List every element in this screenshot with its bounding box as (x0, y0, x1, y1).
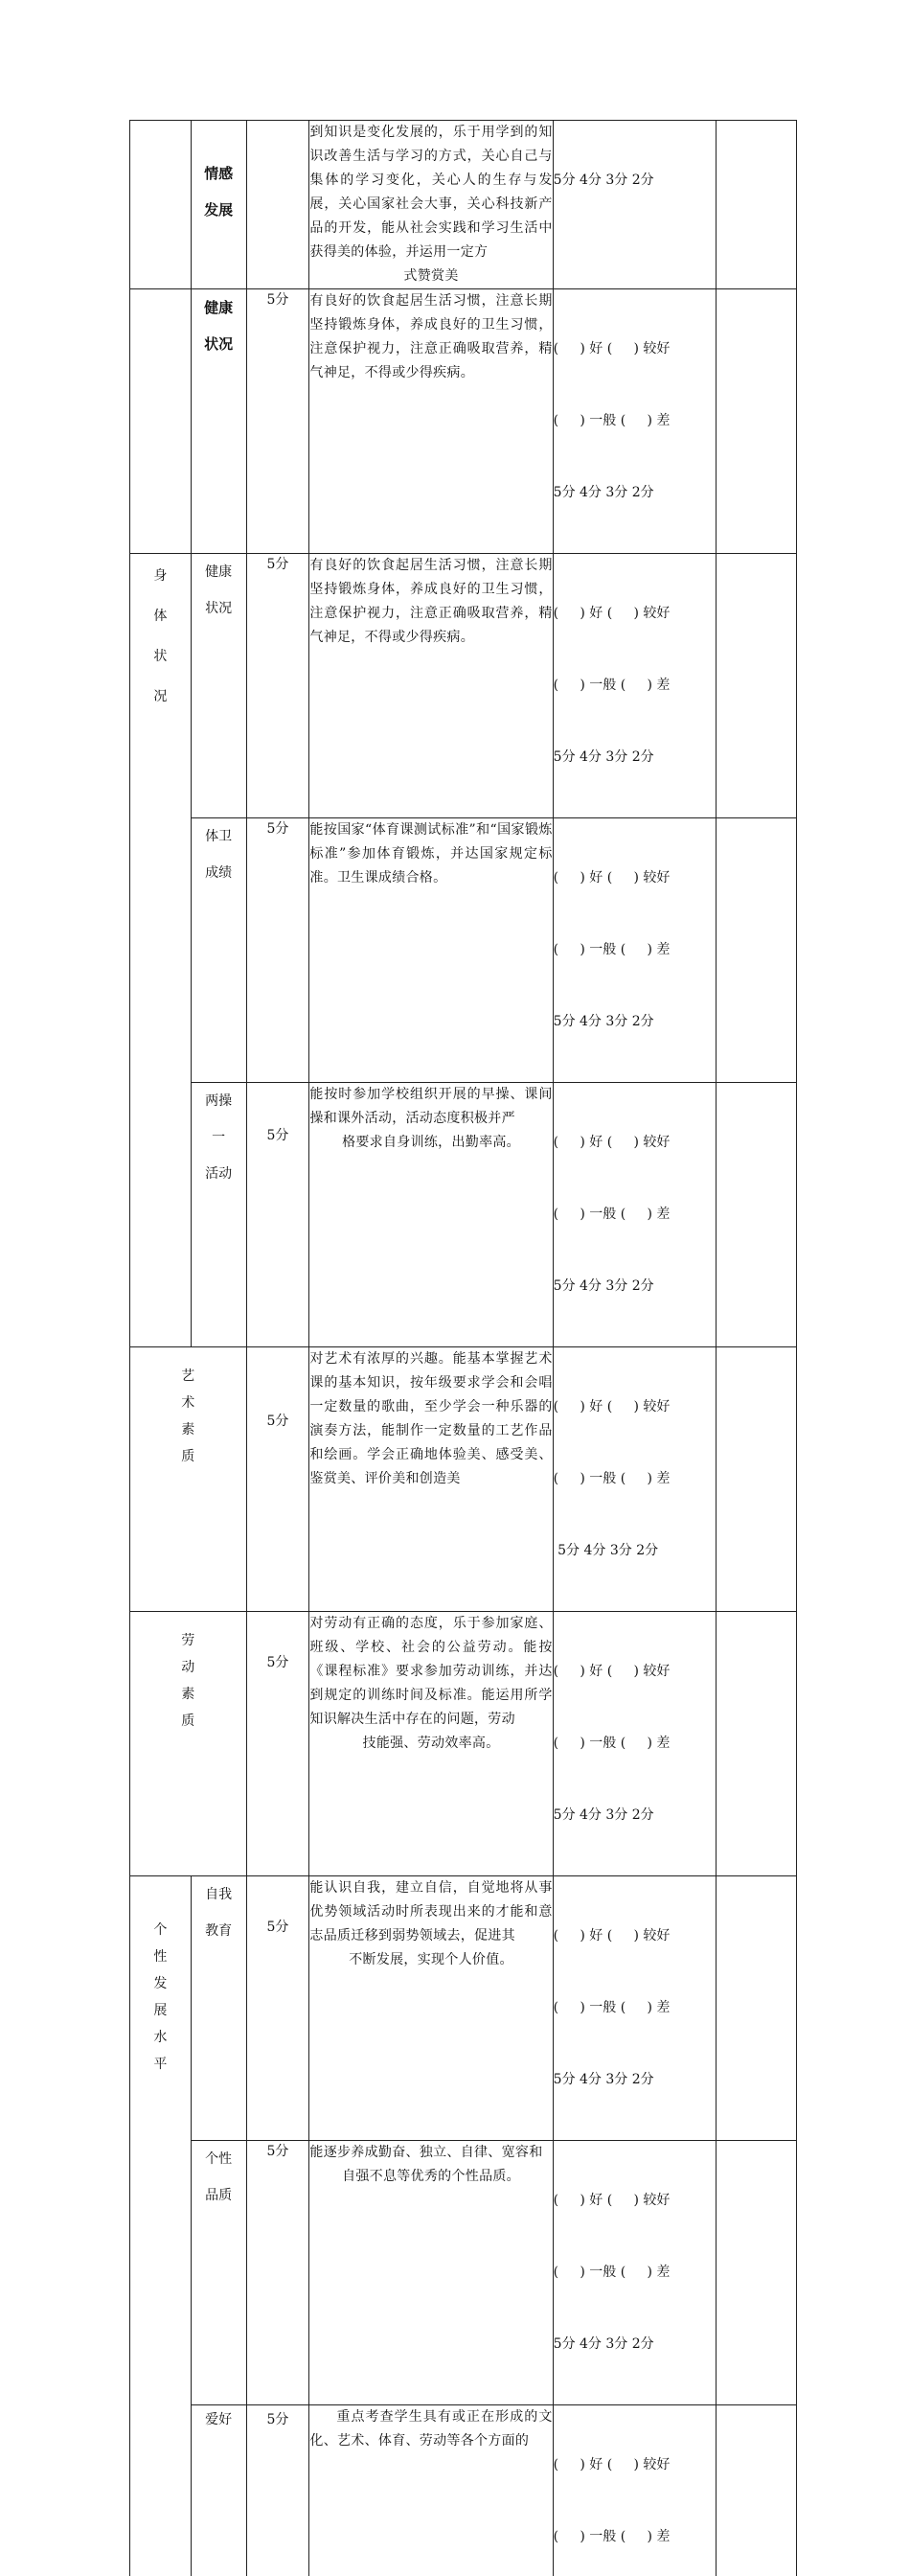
score-cell: 5分 (246, 554, 309, 818)
rating-cell (553, 554, 716, 818)
remark-cell (716, 2405, 796, 2576)
rating-options-1: ( ) 好 ( ) 较好 (554, 1924, 716, 1948)
section-cell (130, 121, 192, 289)
remark-cell (716, 121, 796, 289)
sub-item-cell (191, 818, 246, 1083)
rating-cell (553, 289, 716, 554)
remark-cell (716, 1612, 796, 1876)
sub-item-label: 活动 (192, 1156, 246, 1192)
rating-cell (553, 121, 716, 289)
description-cell: 有良好的饮食起居生活习惯，注意长期坚持锻炼身体，养成良好的卫生习惯，注意保护视力，注意正确吸取营养，精气神足，不得或少得疾病。 (309, 554, 553, 818)
section-label: 动 (130, 1652, 246, 1679)
description-cell (309, 1876, 553, 2141)
table-row (130, 121, 797, 289)
score-cell: 5分 (246, 1612, 309, 1876)
sub-item-label: 两操 (192, 1083, 246, 1119)
rating-options-1: ( ) 好 ( ) 较好 (554, 866, 716, 890)
section-cell (130, 289, 192, 554)
sub-item-label: 状况 (192, 326, 246, 362)
section-label: 术 (130, 1388, 246, 1414)
description-cell (309, 2141, 553, 2405)
description-text: 格要求自身训练，出勤率高。 (309, 1131, 552, 1155)
rating-scores: 5分 4分 3分 2分 (554, 1539, 716, 1563)
section-cell (130, 554, 192, 1347)
remark-cell (716, 1876, 796, 2141)
description-text: 能认识自我，建立自信，自觉地将从事优势领域活动时所表现出来的才能和意志品质迁移到弱势领域去，促进其 (309, 1880, 552, 1944)
rating-cell (553, 2405, 716, 2576)
table-row (130, 818, 797, 1083)
section-label: 状 (130, 634, 191, 675)
rating-cell (553, 1347, 716, 1612)
table-row (130, 2405, 797, 2576)
score-cell: 5分 (246, 2141, 309, 2405)
description-cell: 能按国家“体育课测试标准”和“国家锻炼标准”参加体育锻炼，并达国家规定标准。卫生课成绩合格。 (309, 818, 553, 1083)
rating-cell (553, 1876, 716, 2141)
description-cell: 有良好的饮食起居生活习惯，注意长期坚持锻炼身体，养成良好的卫生习惯，注意保护视力，注意正确吸取营养，精气神足，不得或少得疾病。 (309, 289, 553, 554)
sub-item-cell (191, 554, 246, 818)
rating-options-1: ( ) 好 ( ) 较好 (554, 2189, 716, 2213)
description-text: 自强不息等优秀的个性品质。 (309, 2165, 552, 2189)
sub-item-label: 成绩 (192, 855, 246, 891)
remark-cell (716, 1083, 796, 1347)
score-cell: 5分 (246, 289, 309, 554)
rating-options-2: ( ) 一般 ( ) 差 (554, 2525, 716, 2549)
description-cell: 重点考查学生具有或正在形成的文化、艺术、体育、劳动等各个方面的 (309, 2405, 553, 2576)
section-label: 个 (130, 1915, 191, 1942)
section-label: 展 (130, 1995, 191, 2022)
rating-cell (553, 1083, 716, 1347)
rating-scores: 5分 4分 3分 2分 (554, 746, 716, 770)
description-text: 式赞赏美 (309, 264, 552, 288)
remark-cell (716, 1347, 796, 1612)
sub-item-label: 健康 (192, 554, 246, 590)
rating-scores: 5分 4分 3分 2分 (554, 2068, 716, 2092)
rating-scores: 5分 4分 3分 2分 (554, 169, 716, 193)
rating-scores: 5分 4分 3分 2分 (554, 1275, 716, 1299)
section-label: 性 (130, 1942, 191, 1968)
sub-item-label: 状况 (192, 590, 246, 627)
section-label: 劳 (130, 1625, 246, 1652)
sub-item-label: 教育 (192, 1913, 246, 1949)
section-cell (130, 1612, 247, 1876)
rating-options-1: ( ) 好 ( ) 较好 (554, 1660, 716, 1684)
description-cell (309, 1612, 553, 1876)
rating-cell (553, 2141, 716, 2405)
rating-scores: 5分 4分 3分 2分 (554, 1804, 716, 1828)
table-row (130, 1876, 797, 2141)
sub-item-label: 个性 (192, 2141, 246, 2177)
sub-item-label: 体卫 (192, 818, 246, 855)
sub-item-cell (191, 121, 246, 289)
rating-options-2: ( ) 一般 ( ) 差 (554, 1996, 716, 2020)
section-label: 体 (130, 594, 191, 634)
description-cell (309, 1083, 553, 1347)
section-cell (130, 1876, 192, 2576)
sub-item-label: 一 (192, 1119, 246, 1156)
rating-cell (553, 1612, 716, 1876)
remark-cell (716, 818, 796, 1083)
rating-options-1: ( ) 好 ( ) 较好 (554, 1395, 716, 1419)
sub-item-label: 发展 (192, 192, 246, 228)
sub-item-cell (191, 1876, 246, 2141)
remark-cell (716, 2141, 796, 2405)
sub-item-label: 情感 (192, 155, 246, 192)
rating-options-2: ( ) 一般 ( ) 差 (554, 1732, 716, 1756)
score-cell: 5分 (246, 1876, 309, 2141)
section-label: 况 (130, 675, 191, 715)
sub-item-cell (191, 1083, 246, 1347)
score-cell (246, 121, 309, 289)
section-label: 质 (130, 1441, 246, 1468)
sub-item-label: 品质 (192, 2177, 246, 2214)
rating-options-1: ( ) 好 ( ) 较好 (554, 337, 716, 361)
section-label: 素 (130, 1414, 246, 1441)
remark-cell (716, 554, 796, 818)
rating-options-2: ( ) 一般 ( ) 差 (554, 2261, 716, 2285)
rating-scores: 5分 4分 3分 2分 (554, 481, 716, 505)
section-cell (130, 1347, 247, 1612)
rating-cell (553, 818, 716, 1083)
table-row (130, 1347, 797, 1612)
description-text: 能按时参加学校组织开展的早操、课间操和课外活动，活动态度积极并严 (309, 1087, 552, 1126)
table-row (130, 1612, 797, 1876)
evaluation-table (129, 120, 797, 2576)
sub-item-cell (191, 2141, 246, 2405)
description-text: 对劳动有正确的态度，乐于参加家庭、班级、学校、社会的公益劳动。能按《课程标准》要求参加劳动训练，并达到规定的训练时间及标准。能运用所学知识解决生活中存在的问题，劳动 (309, 1616, 552, 1727)
rating-options-2: ( ) 一般 ( ) 差 (554, 674, 716, 698)
rating-options-2: ( ) 一般 ( ) 差 (554, 1203, 716, 1227)
sub-item-cell (191, 289, 246, 554)
score-cell: 5分 (246, 1083, 309, 1347)
section-label: 艺 (130, 1361, 246, 1388)
section-label: 素 (130, 1679, 246, 1706)
rating-options-2: ( ) 一般 ( ) 差 (554, 409, 716, 433)
table-row (130, 1083, 797, 1347)
table-row (130, 554, 797, 818)
remark-cell (716, 289, 796, 554)
section-label: 质 (130, 1706, 246, 1733)
rating-scores: 5分 4分 3分 2分 (554, 2333, 716, 2357)
section-label: 水 (130, 2022, 191, 2049)
rating-scores: 5分 4分 3分 2分 (554, 1010, 716, 1034)
description-cell: 对艺术有浓厚的兴趣。能基本掌握艺术课的基本知识，按年级要求学会和会唱一定数量的歌曲，至少学会一种乐器的演奏方法，能制作一定数量的工艺作品和绘画。学会正确地体验美、感受美、鉴赏美、评价美和创造美 (309, 1347, 553, 1612)
description-text: 不断发展，实现个人价值。 (309, 1948, 552, 1972)
rating-options-1: ( ) 好 ( ) 较好 (554, 602, 716, 626)
rating-options-2: ( ) 一般 ( ) 差 (554, 938, 716, 962)
sub-item-label: 健康 (192, 289, 246, 326)
section-label: 发 (130, 1968, 191, 1995)
section-label: 平 (130, 2049, 191, 2076)
rating-options-1: ( ) 好 ( ) 较好 (554, 2453, 716, 2477)
table-row (130, 2141, 797, 2405)
table-row (130, 289, 797, 554)
sub-item-label: 自我 (192, 1876, 246, 1913)
rating-options-2: ( ) 一般 ( ) 差 (554, 1467, 716, 1491)
score-cell: 5分 (246, 1347, 309, 1612)
score-cell: 5分 (246, 818, 309, 1083)
rating-options-1: ( ) 好 ( ) 较好 (554, 1131, 716, 1155)
description-text: 到知识是变化发展的，乐于用学到的知识改善生活与学习的方式，关心自己与集体的学习变化，关心人的生存与发展，关心国家社会大事，关心科技新产品的开发，能从社会实践和学习生活中获得美的体验，并运用一定方 (309, 125, 552, 260)
section-label: 身 (130, 554, 191, 594)
sub-item-cell (191, 2405, 246, 2576)
score-cell: 5分 (246, 2405, 309, 2576)
description-text: 能逐步养成勤奋、独立、自律、宽容和 (309, 2145, 542, 2160)
sub-item-label: 爱好 (192, 2405, 246, 2432)
description-text: 技能强、劳动效率高。 (309, 1732, 552, 1756)
description-cell (309, 121, 553, 289)
